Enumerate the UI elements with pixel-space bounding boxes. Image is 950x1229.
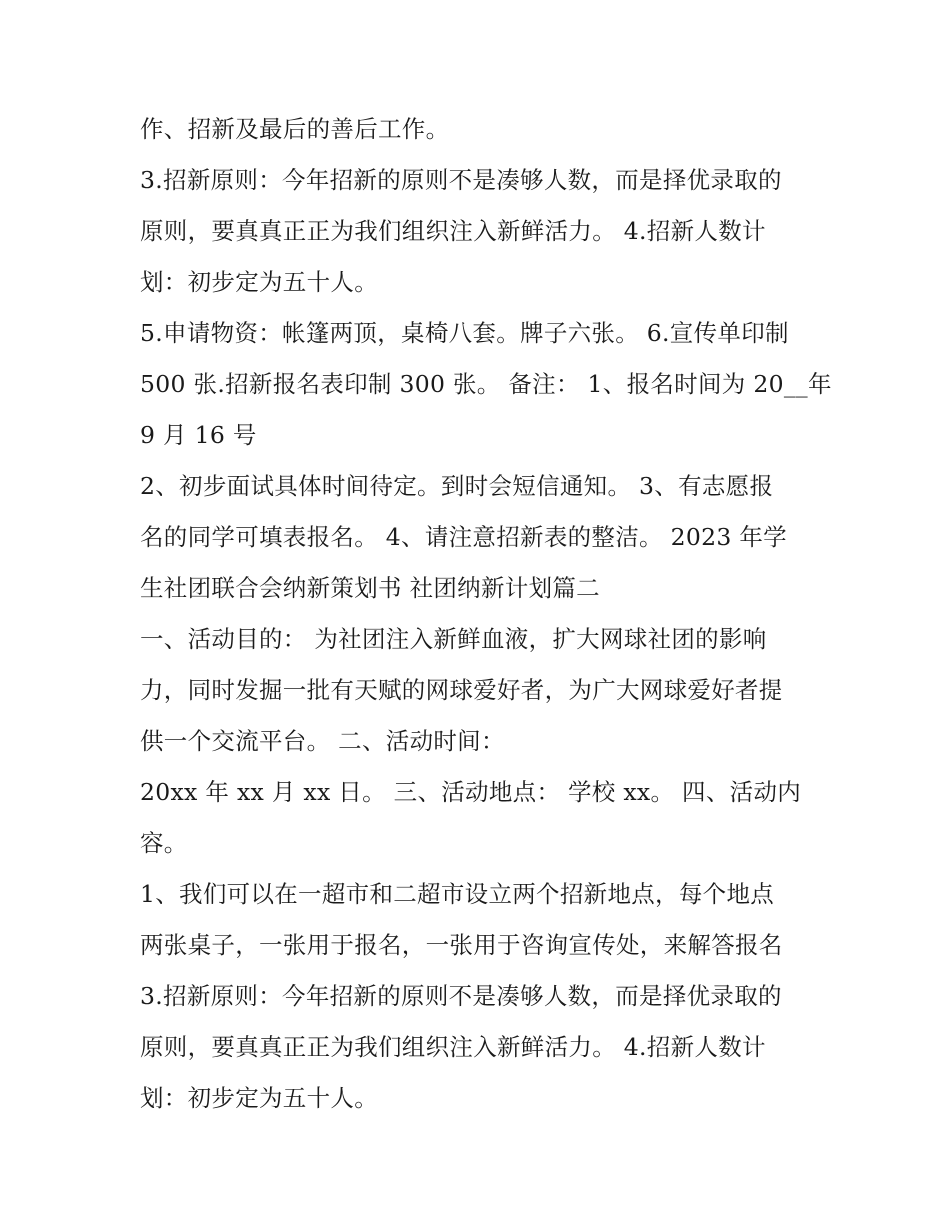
- document-body: [140, 104, 832, 1124]
- text-line: 原则，要真真正正为我们组织注入新鲜活力。 4.招新人数计: [140, 217, 766, 245]
- text-line: 划：初步定为五十人。: [140, 1084, 378, 1112]
- text-line: 20xx 年 xx 月 xx 日。 三、活动地点： 学校 xx。 四、活动内: [140, 778, 802, 806]
- text-line: 3.招新原则：今年招新的原则不是凑够人数，而是择优录取的: [140, 166, 782, 194]
- text-line: 名的同学可填表报名。 4、请注意招新表的整洁。 2023 年学: [140, 523, 787, 551]
- text-line: 两张桌子，一张用于报名，一张用于咨询宣传处，来解答报名: [140, 931, 783, 959]
- text-line: 9 月 16 号: [140, 421, 257, 449]
- text-line: 3.招新原则：今年招新的原则不是凑够人数，而是择优录取的: [140, 982, 782, 1010]
- text-line: 供一个交流平台。 二、活动时间：: [140, 727, 505, 755]
- text-line: 容。: [140, 829, 188, 857]
- text-line: 生社团联合会纳新策划书 社团纳新计划篇二: [140, 574, 600, 602]
- text-line: 作、招新及最后的善后工作。: [140, 115, 450, 143]
- text-line: 原则，要真真正正为我们组织注入新鲜活力。 4.招新人数计: [140, 1033, 766, 1061]
- text-line: 5.申请物资：帐篷两顶，桌椅八套。牌子六张。 6.宣传单印制: [140, 319, 789, 347]
- text-line: 500 张.招新报名表印制 300 张。 备注： 1、报名时间为 20__年: [140, 370, 832, 398]
- text-line: 2、初步面试具体时间待定。到时会短信通知。 3、有志愿报: [140, 472, 774, 500]
- text-line: 划：初步定为五十人。: [140, 268, 378, 296]
- text-line: 1、我们可以在一超市和二超市设立两个招新地点，每个地点: [140, 880, 775, 908]
- text-line: 力，同时发掘一批有天赋的网球爱好者，为广大网球爱好者提: [140, 676, 783, 704]
- text-line: 一、活动目的： 为社团注入新鲜血液，扩大网球社团的影响: [140, 625, 767, 653]
